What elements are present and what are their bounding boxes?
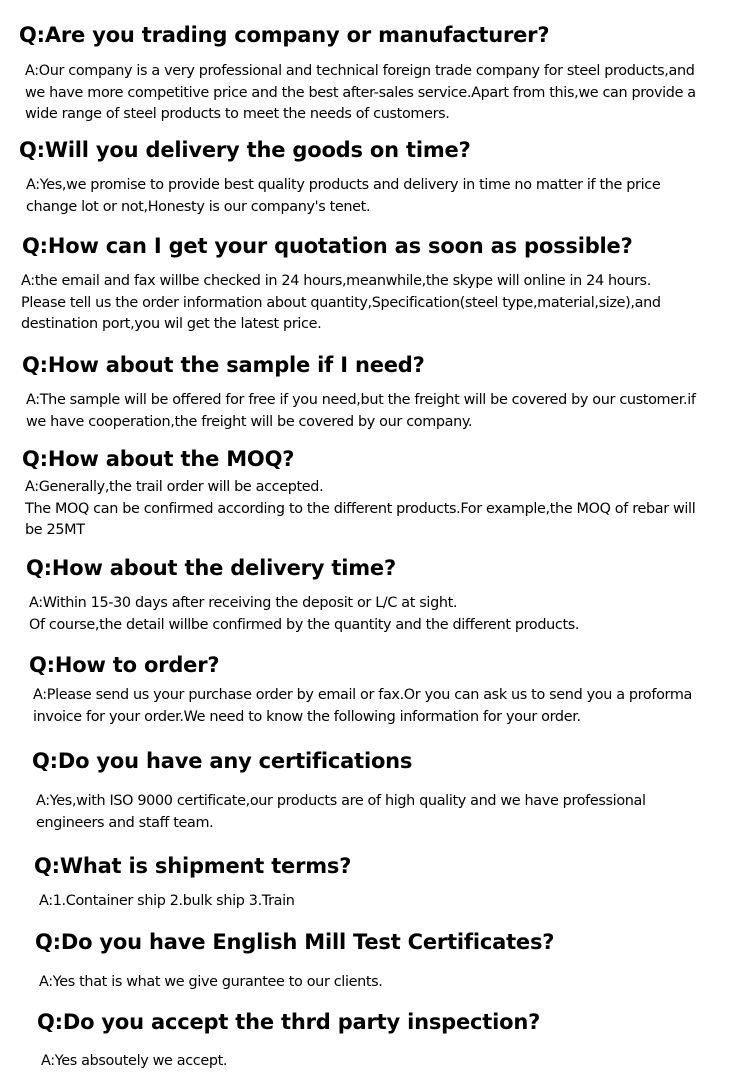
faq-question: Q:What is shipment terms? [34,854,352,878]
faq-answer: A:Within 15-30 days after receiving the deposit or L/C at sight. Of course,the detail willbe confirmed by the quantity and the different products. [29,595,580,633]
faq-answer: A:Generally,the trail order will be accepted. The MOQ can be confirmed according to the different products.For example,the MOQ of rebar will be 25MT [25,479,696,538]
faq-answer: A:Yes absoutely we accept. [41,1053,228,1069]
faq-question: Q:How about the MOQ? [22,447,295,471]
faq-answer: A:Yes,we promise to provide best quality products and delivery in time no matter if the price change lot or not,Honesty is our company's tenet. [26,177,661,215]
faq-question: Q:Do you have any certifications [32,749,413,773]
faq-answer: A:Our company is a very professional and technical foreign trade company for steel products,and we have more competitive price and the best after-sales service.Apart from this,we can provide a wide range of steel products to meet the needs of customers. [25,63,696,122]
faq-answer: A:Yes,with ISO 9000 certificate,our products are of high quality and we have professional engineers and staff team. [36,793,646,831]
faq-question: Q:Do you accept the thrd party inspection? [37,1010,541,1034]
faq-answer: A:the email and fax willbe checked in 24 hours,meanwhile,the skype will online in 24 hours. Please tell us the order information about quantity,Specification(steel type,material,size),and destination port,you wil get the latest price. [21,273,661,332]
faq-answer: A:Yes that is what we give gurantee to our clients. [39,974,383,990]
faq-question: Q:How can I get your quotation as soon as possible? [22,234,633,258]
faq-question: Q:Will you delivery the goods on time? [19,138,471,162]
faq-question: Q:How to order? [29,653,220,677]
faq-question: Q:Are you trading company or manufacturer? [19,23,550,47]
faq-question: Q:How about the delivery time? [26,556,396,580]
faq-answer: A:1.Container ship 2.bulk ship 3.Train [39,893,295,909]
faq-question: Q:How about the sample if I need? [22,353,425,377]
faq-question: Q:Do you have English Mill Test Certificates? [35,930,555,954]
faq-answer: A:Please send us your purchase order by email or fax.Or you can ask us to send you a proforma invoice for your order.We need to know the following information for your order. [33,687,693,725]
faq-answer: A:The sample will be offered for free if you need,but the freight will be covered by our customer.if we have cooperation,the freight will be covered by our company. [26,392,696,430]
